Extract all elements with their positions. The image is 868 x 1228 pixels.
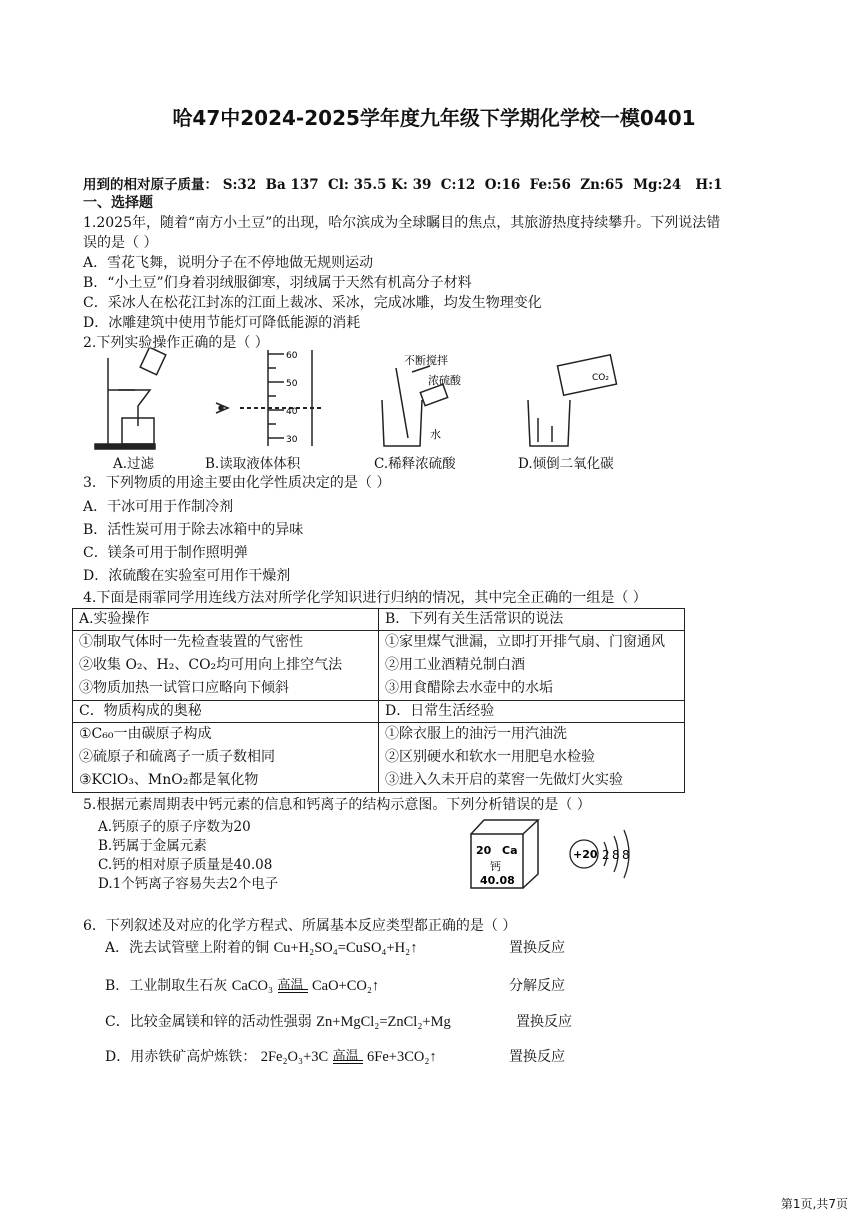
q6-c-type: 置换反应 — [516, 1014, 572, 1030]
element-mass: 40.08 — [480, 874, 515, 887]
q1-stem-line1: 1.2025年，随着“南方小土豆”的出现，哈尔滨成为全球瞩目的焦点，其旅游热度持续攀升。下列说法错 — [83, 215, 721, 231]
tick-60: 60 — [286, 351, 298, 361]
q6-d-text: D．用赤铁矿高炉炼铁： — [105, 1049, 257, 1065]
ion-shell: 2 — [602, 848, 610, 862]
q6-b-type: 分解反应 — [509, 978, 565, 994]
masses-values: S:32 Ba 137 Cl: 35.5 K: 39 C:12 O:16 Fe:56 Zn:65 Mg:24 H:1 — [222, 177, 723, 193]
element-symbol: Ca — [502, 844, 518, 857]
q6-d-eq-left: 2Fe₂O₃+3C — [260, 1049, 329, 1065]
pour-co2-apparatus-icon — [528, 355, 617, 446]
tick-30: 30 — [286, 435, 298, 445]
q6-c-text: C．比较金属镁和锌的活动性强弱 — [105, 1014, 312, 1030]
label-water: 水 — [430, 428, 441, 441]
ion-shell: 8 — [622, 848, 630, 862]
q4-b-item: ②用工业酒精兑制白酒 — [385, 657, 525, 673]
q4-header-d: D．日常生活经验 — [379, 701, 685, 723]
q1-option-d: D．冰雕建筑中使用节能灯可降低能源的消耗 — [83, 315, 361, 331]
q4-d-item: ①除衣服上的油污一用汽油洗 — [385, 726, 567, 742]
q5-option-b: B.钙属于金属元素 — [98, 838, 207, 854]
q3-option-b: B．活性炭可用于除去冰箱中的异味 — [83, 522, 304, 538]
q1-option-c: C．采冰人在松花江封冻的江面上裁冰、采冰，完成冰雕，均发生物理变化 — [83, 295, 542, 311]
relative-atomic-masses — [83, 173, 722, 193]
q3-stem: 3．下列物质的用途主要由化学性质决定的是（ ） — [83, 475, 391, 491]
q5-option-a: A.钙原子的原子序数为20 — [98, 819, 251, 835]
section-heading: 一、选择题 — [83, 195, 153, 211]
q4-header-b: B．下列有关生活常识的说法 — [379, 609, 685, 631]
q5-stem: 5.根据元素周期表中钙元素的信息和钙离子的结构示意图。下列分析错误的是（ ） — [83, 797, 591, 813]
q6-option-a — [105, 937, 417, 957]
q2-apparatus-figures — [90, 348, 650, 453]
label-acid: 浓硫酸 — [428, 374, 461, 387]
q6-d-type: 置换反应 — [509, 1049, 565, 1065]
q6-b-condition: 高温 — [277, 978, 304, 993]
q4-d-item: ③进入久未开启的菜窖一先做灯火实验 — [385, 772, 623, 788]
q4-cell-a — [73, 631, 379, 701]
q2-stem: 2.下列实验操作正确的是（ ） — [83, 335, 269, 351]
q5-option-c: C.钙的相对原子质量是40.08 — [98, 857, 273, 873]
label-stir: 不断搅拌 — [404, 354, 448, 367]
q6-option-d — [105, 1046, 437, 1066]
q4-cell-d — [379, 723, 685, 793]
q6-a-text: A．洗去试管壁上附着的铜 — [105, 940, 270, 956]
page-footer: 第1页,共7页 — [780, 1197, 848, 1211]
q6-a-equation: Cu+H₂SO₄=CuSO₄+H₂↑ — [273, 940, 418, 956]
q4-a-item: ①制取气体时一先检查装置的气密性 — [79, 634, 303, 650]
q4-cell-c — [73, 723, 379, 793]
page-title: 哈47中2024-2025学年度九年级下学期化学校一模0401 — [172, 106, 696, 130]
q6-b-eq-right: CaO+CO₂↑ — [311, 978, 380, 994]
q6-b-eq-left: CaCO₃ — [231, 978, 274, 994]
q2-caption-a: A.过滤 — [113, 456, 155, 472]
q1-stem-line2: 误的是（ ） — [83, 235, 158, 251]
ion-shell: 8 — [612, 848, 620, 862]
q5-calcium-figure — [466, 816, 646, 892]
q4-c-item: ①C₆₀一由碳原子构成 — [79, 726, 212, 742]
q2-caption-b: B.读取液体体积 — [205, 456, 301, 472]
q3-option-a: A．干冰可用于作制冷剂 — [83, 499, 234, 515]
q6-a-type: 置换反应 — [509, 940, 565, 956]
masses-label: 用到的相对原子质量： — [83, 177, 218, 193]
q4-b-item: ③用食醋除去水壶中的水垢 — [385, 680, 553, 696]
q6-option-b — [105, 975, 379, 995]
q4-header-c: C．物质构成的奥秘 — [73, 701, 379, 723]
q4-a-item: ②收集 O₂、H₂、CO₂均可用向上排空气法 — [79, 657, 343, 673]
ion-nucleus: +20 — [573, 848, 598, 861]
q2-caption-c: C.稀释浓硫酸 — [374, 456, 456, 472]
q4-d-item: ②区别硬水和软水一用肥皂水检验 — [385, 749, 595, 765]
q4-cell-b — [379, 631, 685, 701]
q4-header-a: A.实验操作 — [73, 609, 379, 631]
label-co2: CO₂ — [592, 373, 609, 383]
element-name: 钙 — [490, 860, 501, 873]
q1-option-b: B．“小土豆”们身着羽绒服御寒，羽绒属于天然有机高分子材料 — [83, 275, 472, 291]
q2-caption-d: D.倾倒二氧化碳 — [518, 456, 614, 472]
q6-b-text: B．工业制取生石灰 — [105, 978, 228, 994]
q5-option-d: D.1个钙离子容易失去2个电子 — [98, 876, 279, 892]
q4-c-item: ②硫原子和硫离子一质子数相同 — [79, 749, 275, 765]
q4-table — [72, 608, 685, 793]
element-number: 20 — [476, 844, 492, 857]
q4-b-item: ①家里煤气泄漏，立即打开排气扇、门窗通风 — [385, 634, 665, 650]
q4-stem: 4.下面是雨霏同学用连线方法对所学化学知识进行归纳的情况，其中完全正确的一组是（ ） — [83, 590, 647, 606]
q4-a-item: ③物质加热一试管口应略向下倾斜 — [79, 680, 289, 696]
tick-50: 50 — [286, 379, 298, 389]
q6-option-c — [105, 1011, 451, 1031]
q6-d-condition: 高温 — [332, 1049, 359, 1064]
q3-option-d: D．浓硫酸在实验室可用作干燥剂 — [83, 568, 291, 584]
q1-option-a: A．雪花飞舞，说明分子在不停地做无规则运动 — [83, 255, 374, 271]
q3-option-c: C．镁条可用于制作照明弹 — [83, 545, 248, 561]
graduated-cylinder-icon — [216, 350, 322, 446]
q6-c-equation: Zn+MgCl₂=ZnCl₂+Mg — [316, 1014, 451, 1030]
q4-c-item: ③KClO₃、MnO₂都是氧化物 — [79, 772, 259, 788]
q6-stem: 6．下列叙述及对应的化学方程式、所属基本反应类型都正确的是（ ） — [83, 918, 517, 934]
filtration-apparatus-icon — [95, 348, 166, 449]
tick-40: 40 — [286, 407, 298, 417]
q6-d-eq-right: 6Fe+3CO₂↑ — [367, 1049, 437, 1065]
